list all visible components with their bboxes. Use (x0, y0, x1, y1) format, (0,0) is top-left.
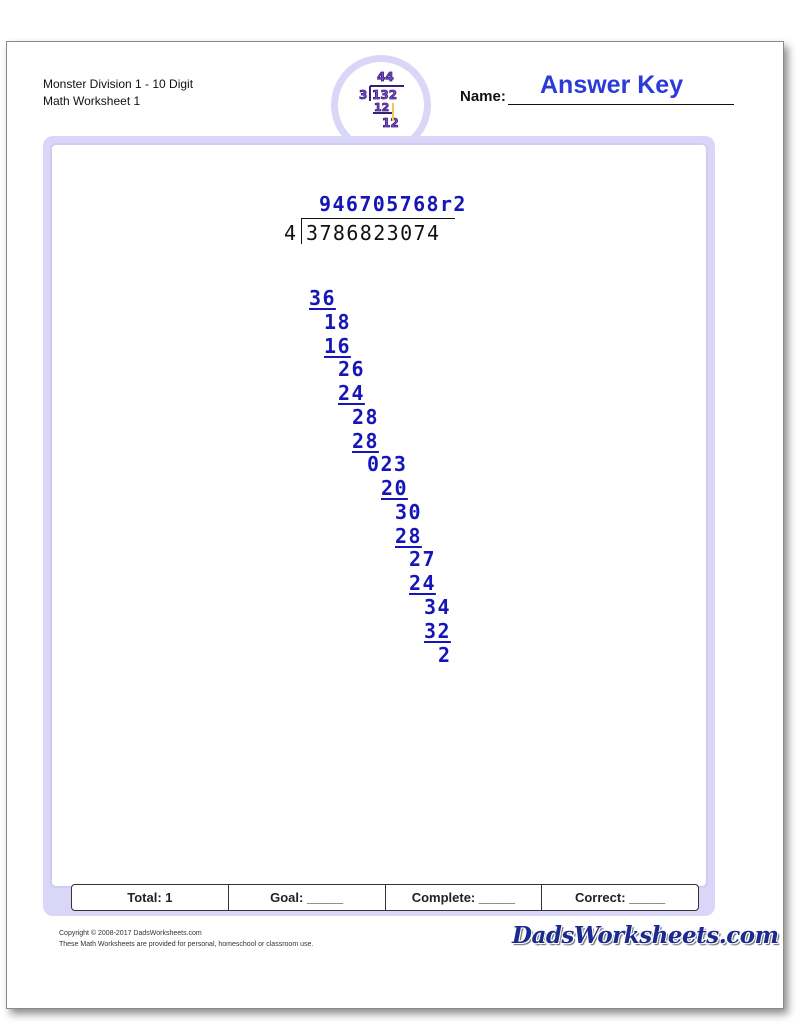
complete-cell: Complete: _____ (386, 885, 543, 910)
divisor: 4 (284, 221, 298, 245)
work-step: 023 (367, 452, 408, 476)
work-step: 30 (395, 500, 422, 524)
division-bracket-top (301, 218, 455, 219)
work-step: 34 (424, 595, 451, 619)
work-step: 16 (324, 334, 351, 358)
work-step: 28 (352, 405, 379, 429)
correct-cell: Correct: _____ (574, 890, 666, 905)
work-step: 20 (381, 476, 408, 500)
svg-text:12: 12 (374, 101, 390, 114)
svg-text:44: 44 (377, 70, 394, 84)
svg-text:3: 3 (359, 88, 368, 102)
svg-text:132: 132 (372, 88, 398, 102)
score-summary-table (71, 884, 699, 911)
work-step: 28 (395, 524, 422, 548)
title-line-1: Monster Division 1 - 10 Digit (43, 77, 194, 91)
name-label: Name: (460, 88, 506, 105)
work-step: 28 (352, 429, 379, 453)
work-step: 18 (324, 310, 351, 334)
copyright-notice (59, 928, 313, 950)
quotient: 946705768r2 (319, 192, 467, 216)
total-cell: Total: 1 (72, 885, 229, 910)
work-step: 27 (409, 547, 436, 571)
division-bracket-side (301, 219, 302, 244)
brand-logo: DadsWorksheets.com (512, 922, 779, 949)
usage-notice: These Math Worksheets are provided for personal, homeschool or classroom use. (59, 941, 314, 948)
work-step: 24 (338, 381, 365, 405)
copyright-line: Copyright © 2008-2017 DadsWorksheets.com (59, 930, 202, 937)
goal-cell: Goal: _____ (229, 885, 386, 910)
work-step: 36 (309, 286, 336, 310)
dividend: 3786823074 (306, 221, 441, 245)
work-step: 2 (438, 643, 452, 667)
title-line-2: Math Worksheet 1 (43, 94, 141, 108)
work-step: 24 (409, 571, 436, 595)
work-step: 32 (424, 619, 451, 643)
work-step: 26 (338, 357, 365, 381)
answer-key-label: Answer Key (540, 71, 684, 99)
svg-text:12: 12 (382, 116, 399, 130)
